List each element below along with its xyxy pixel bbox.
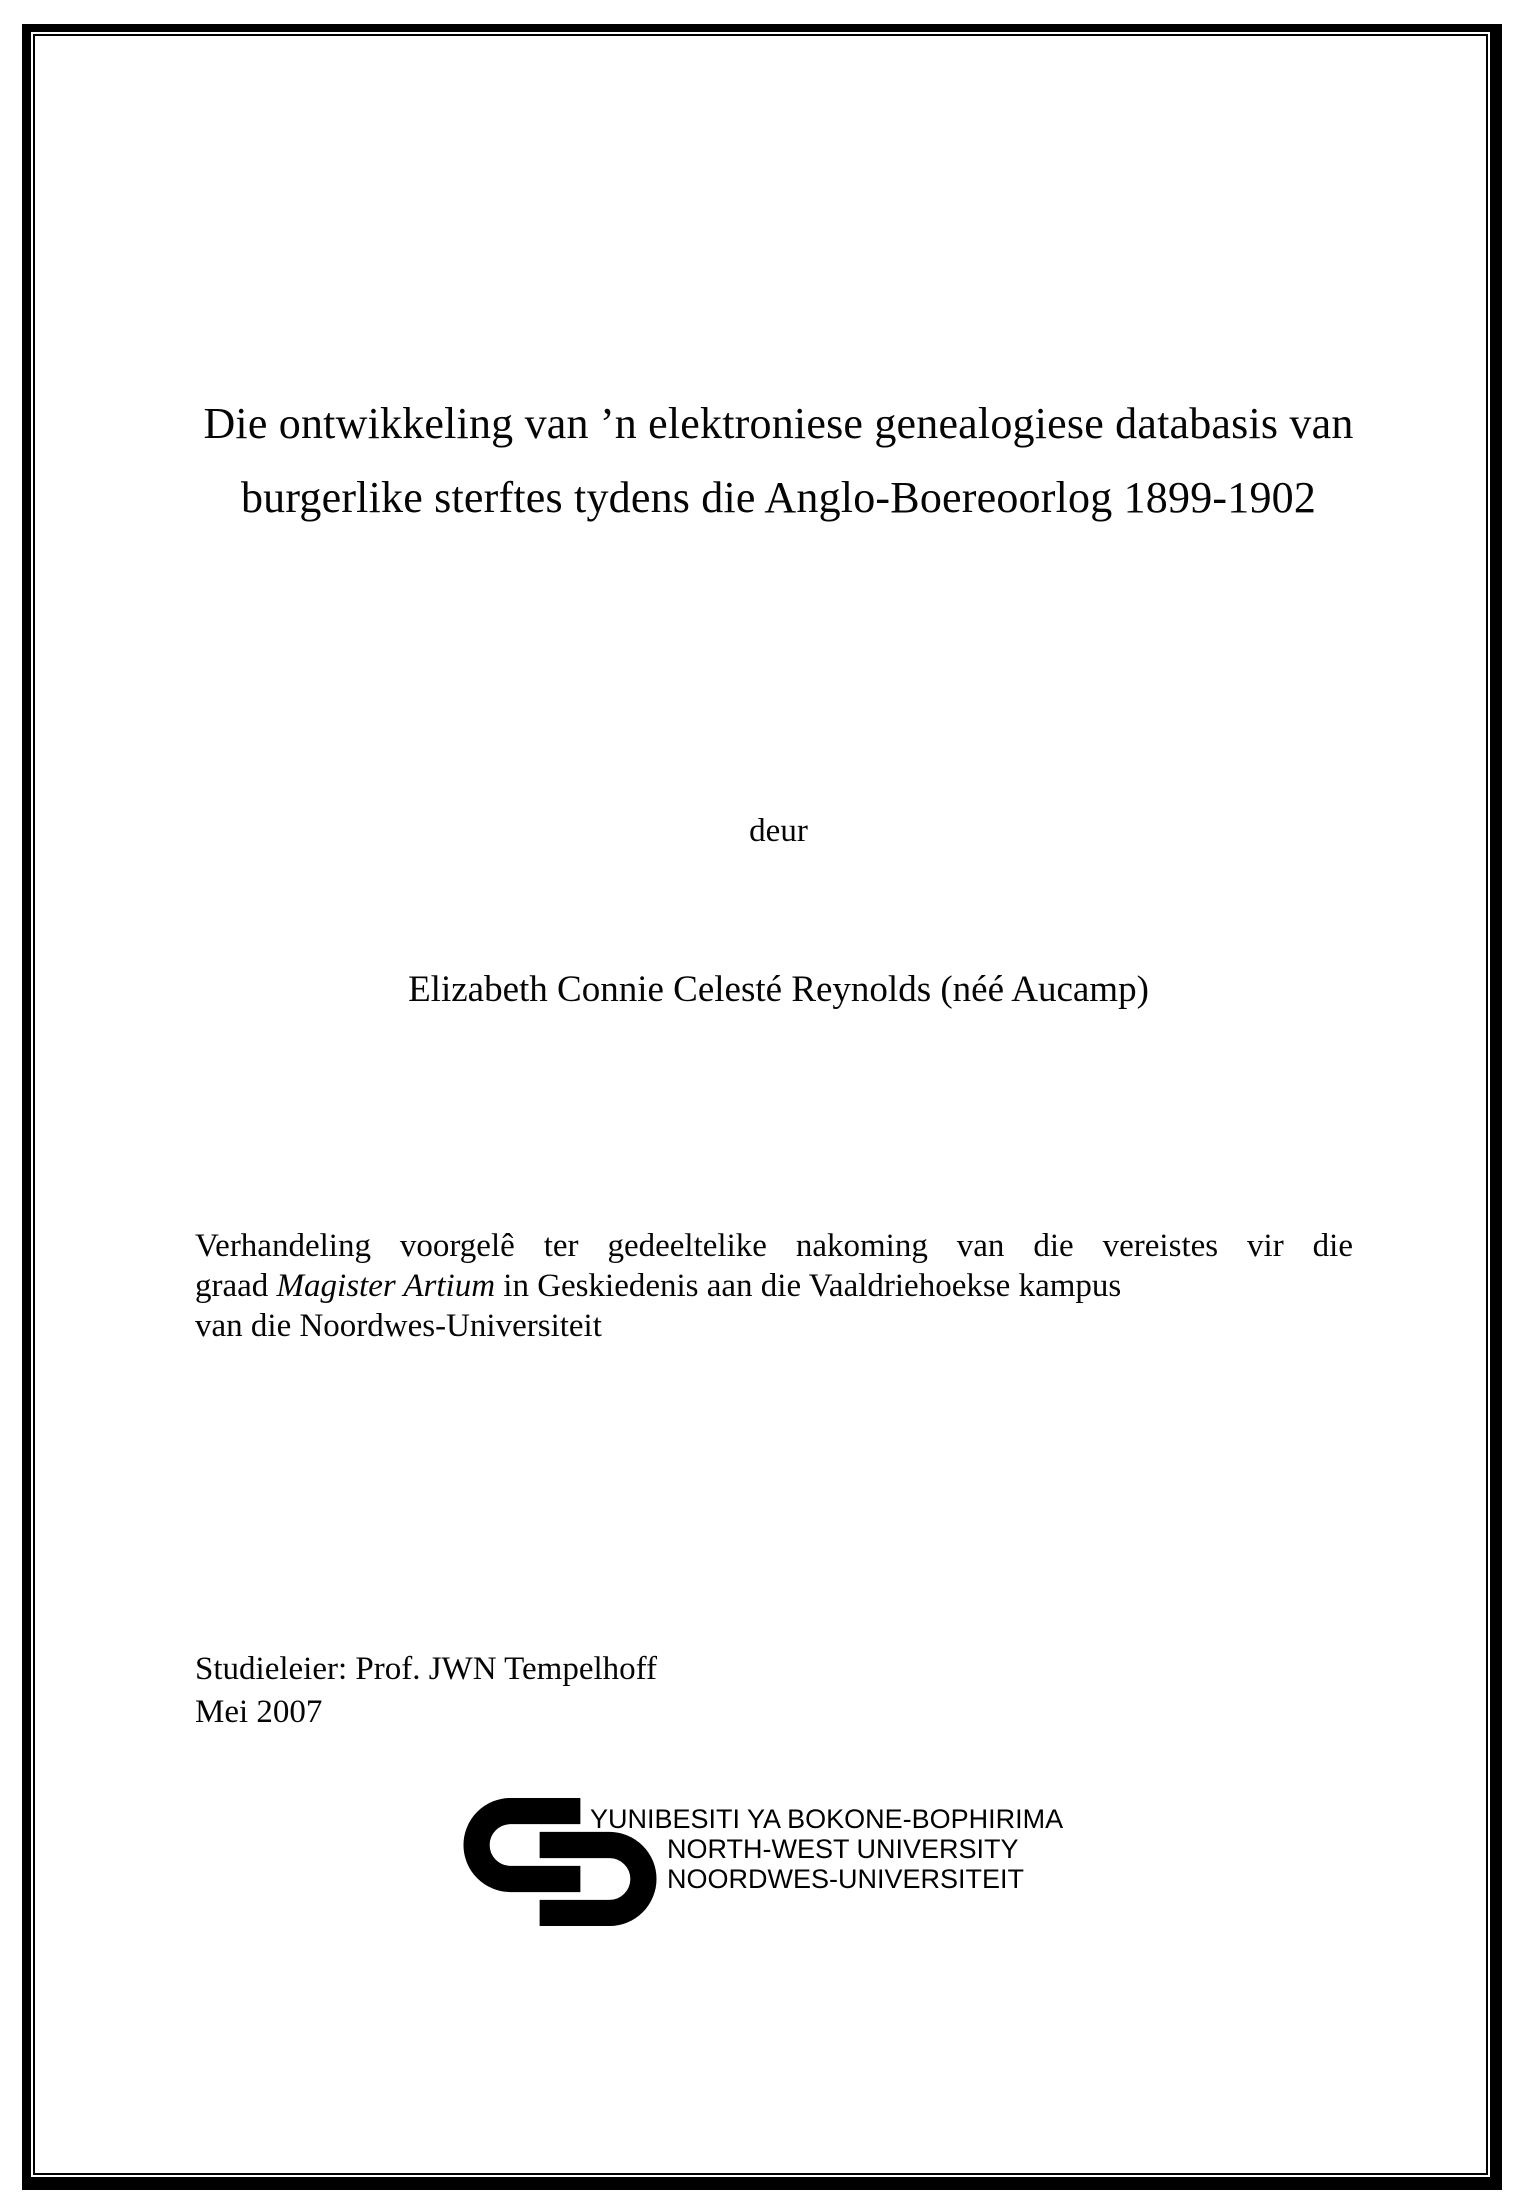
date-line: Mei 2007	[195, 1694, 323, 1730]
submission-line2-post: in Geskiedenis aan die Vaaldriehoekse kampus	[495, 1268, 1122, 1304]
submission-line2	[195, 1266, 1353, 1306]
author-name: Elizabeth Connie Celesté Reynolds (néé Aucamp)	[408, 969, 1149, 1010]
logo-text-afrikaans: NOORDWES-UNIVERSITEIT	[667, 1864, 1025, 1894]
degree-name: Magister Artium	[276, 1268, 496, 1304]
thesis-title	[40, 387, 1517, 535]
thesis-title-line1: Die ontwikkeling van ’n elektroniese genealogiese databasis van	[203, 399, 1354, 448]
logo-text-english: NORTH-WEST UNIVERSITY	[667, 1834, 1019, 1864]
submission-line1: Verhandeling voorgelê ter gedeeltelike nakoming van die vereistes vir die	[195, 1228, 1353, 1264]
byline: deur	[749, 813, 808, 849]
supervisor-line: Studieleier: Prof. JWN Tempelhoff	[195, 1651, 658, 1687]
submission-line3: van die Noordwes-Universiteit	[195, 1308, 602, 1344]
logo-text-setswana: YUNIBESITI YA BOKONE-BOPHIRIMA	[590, 1804, 1064, 1834]
submission-statement	[195, 1226, 1353, 1346]
university-logo-text	[590, 1804, 1063, 1894]
submission-line2-pre: graad	[195, 1268, 277, 1304]
supervisor-block	[195, 1648, 657, 1734]
thesis-title-line2: burgerlike sterftes tydens die Anglo-Boereoorlog 1899-1902	[240, 473, 1317, 522]
